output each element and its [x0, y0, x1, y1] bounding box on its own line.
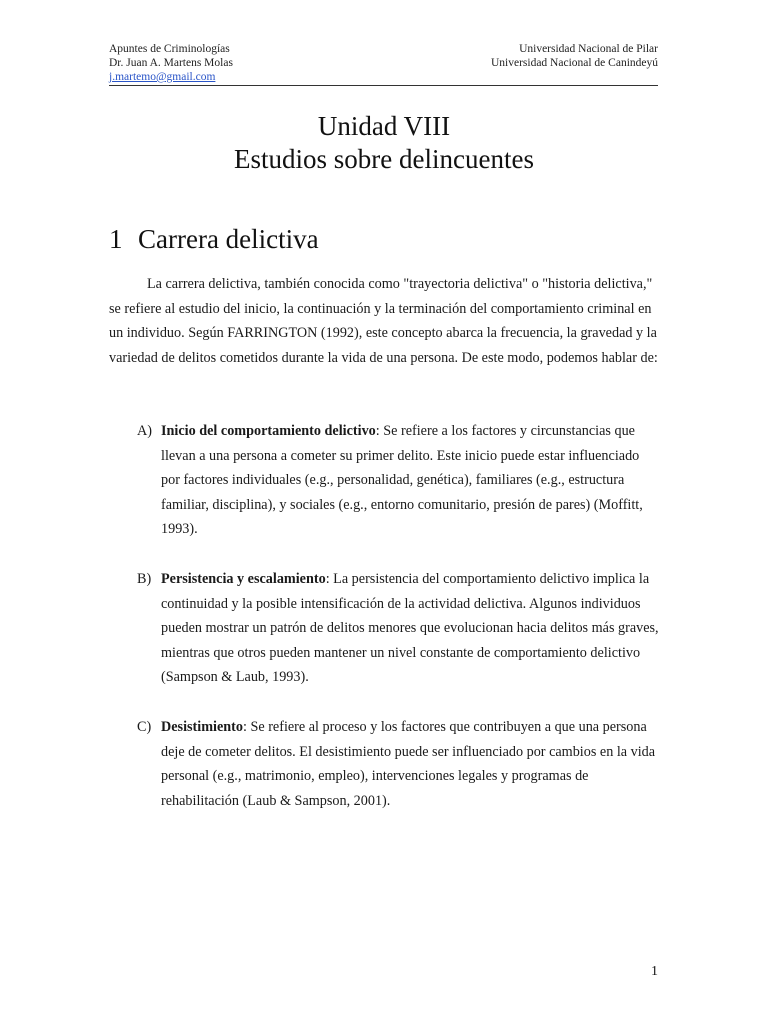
- header-divider: [109, 85, 658, 86]
- title-unit: Unidad VIII: [317, 111, 451, 141]
- header-left: [109, 42, 233, 84]
- header-course: Apuntes de Criminologías: [109, 43, 230, 55]
- header-university-2: Universidad Nacional de Canindeyú: [490, 57, 658, 69]
- page-number: 1: [651, 964, 658, 979]
- intro-paragraph: La carrera delictiva, también conocida como "trayectoria delictiva" o "historia delictiva," se refiere al estudio del inicio, la continuación y la terminación del comportamiento criminal en un individuo. Según FARRINGTON (1992), este concepto abarca la frecuencia, la gravedad y la variedad de delitos cometidos durante la vida de una persona. De este modo, podemos hablar de:: [109, 276, 658, 366]
- section-title: Carrera delictiva: [138, 224, 319, 254]
- header-author: Dr. Juan A. Martens Molas: [109, 57, 233, 69]
- list-text: : Se refiere a los factores y circunstancias que llevan a una persona a cometer su primer delito. Este inicio puede estar influenciado por factores individuales (e.g., personalidad, genética), familiares (e.g., estructura familiar, disciplina), y sociales (e.g., entorno comunitario, presión de pares) (Moffitt, 1993).: [161, 423, 643, 538]
- page-header: [109, 42, 658, 84]
- list-text: : La persistencia del comportamiento delictivo implica la continuidad y la posible intensificación de la actividad delictiva. Algunos individuos pueden mostrar un patrón de delitos menores que evolucionan hacia delitos más graves, mientras que otros pueden mantener un nivel constante de comportamiento delictivo (Sampson & Laub, 1993).: [161, 571, 659, 686]
- document-title: [0, 110, 768, 176]
- header-university-1: Universidad Nacional de Pilar: [519, 43, 658, 55]
- list-marker: A): [137, 423, 152, 439]
- item-list-c: [109, 715, 661, 813]
- section-heading: [109, 222, 319, 256]
- list-text: : Se refiere al proceso y los factores que contribuyen a que una persona deje de cometer delitos. El desistimiento puede ser influenciado por cambios en la vida personal (e.g., matrimonio, empleo), intervenciones legales y programas de rehabilitación (Laub & Sampson, 2001).: [161, 719, 656, 809]
- list-item: [109, 419, 661, 542]
- header-right: [491, 42, 658, 70]
- list-marker: C): [137, 719, 152, 735]
- list-term: Desistimiento: [161, 719, 243, 735]
- section-number: 1: [109, 224, 123, 254]
- list-marker: B): [137, 571, 152, 587]
- list-item: [109, 715, 661, 813]
- item-list-a: [109, 419, 661, 542]
- list-term: Persistencia y escalamiento: [161, 571, 326, 587]
- list-term: Inicio del comportamiento delictivo: [161, 423, 376, 439]
- header-email-link[interactable]: j.martemo@gmail.com: [109, 71, 216, 83]
- item-list-b: [109, 567, 661, 690]
- title-subject: Estudios sobre delincuentes: [234, 144, 534, 174]
- list-item: [109, 567, 661, 690]
